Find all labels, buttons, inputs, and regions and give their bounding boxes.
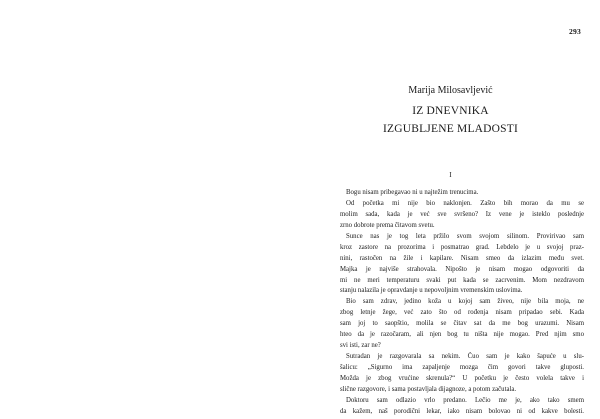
body-text: [340, 188, 584, 418]
page-number: 293: [569, 27, 581, 36]
story-title: [301, 102, 600, 138]
text-line: Majka je najviše strahovala. Nipošto je nisam mogao odgovoriti da: [340, 265, 584, 273]
text-line: Sutradan je razgovarala sa nekim. Čuo sam je kako šapuće u slu-: [346, 353, 584, 361]
text-line: molim sada, kada je već sve svršeno? Iz vene je isteklo poslednje: [340, 210, 584, 218]
text-line: da kažem, naš porodični lekar, iako nisam bolovao ni od kakve bolesti.: [340, 407, 584, 415]
title-line-2: IZGUBLJENE MLADOSTI: [382, 123, 519, 135]
text-line: kroz zastore na prozorima i posmatrao grad. Lebdelo je u svojoj praz-: [340, 243, 584, 251]
text-line: Možda je zbog vrućine skrenula?“ U početku je često volela takve i: [340, 374, 584, 382]
author-name: Marija Milosavljević: [408, 85, 493, 96]
text-line: sam joj to saopštio, molila se čitav sat da me bog urazumi. Nisam: [340, 320, 584, 328]
text-line: zrno dobrote prema čitavom svetu.: [340, 221, 435, 229]
text-line: mi ne meri temperaturu svaki put kada se zacrvenim. Mom nezdravom: [340, 276, 584, 284]
title-line-1: IZ DNEVNIKA: [412, 105, 489, 117]
text-line: Bio sam zdrav, jedino koža u kojoj sam živeo, nije bila moja, ne: [346, 298, 584, 306]
text-line: slične razgovore, i sama postavljala dijagnoze, a potom začutala.: [340, 385, 517, 393]
text-line: Doktoru sam odlazio vrlo predano. Lečio me je, ako tako smem: [346, 396, 584, 404]
text-line: zbog letnje žege, već zato što od rođenja nisam pripadao sebi. Kada: [340, 309, 584, 317]
text-line: šalicu: „Sigurno ima zapaljenje mozga čim govori takve gluposti.: [340, 364, 584, 371]
text-line: hteo da je razočaram, ali njen bog tu ništa nije mogao. Pred njim smo: [340, 331, 584, 339]
text-line: svi isti, zar ne?: [340, 342, 381, 350]
left-page: [0, 0, 299, 419]
right-page: [301, 0, 600, 419]
text-line: stanju nalazila je opravdanje u nepovoljnim vremenskim uslovima.: [340, 287, 523, 295]
text-line: Bogu nisam pribegavao ni u najtežim trenucima.: [346, 189, 479, 196]
text-line: Sunce nas je tog leta pržilo svom svojom silinom. Provirivao sam: [346, 232, 584, 240]
chapter-number: I: [449, 171, 452, 179]
text-line: nini, rastočen na žile i kapilare. Nisam smeo da izlazim među svet.: [340, 254, 584, 262]
text-line: Od početka mi nije bio naklonjen. Zašto bih morao da mu se: [346, 199, 584, 207]
